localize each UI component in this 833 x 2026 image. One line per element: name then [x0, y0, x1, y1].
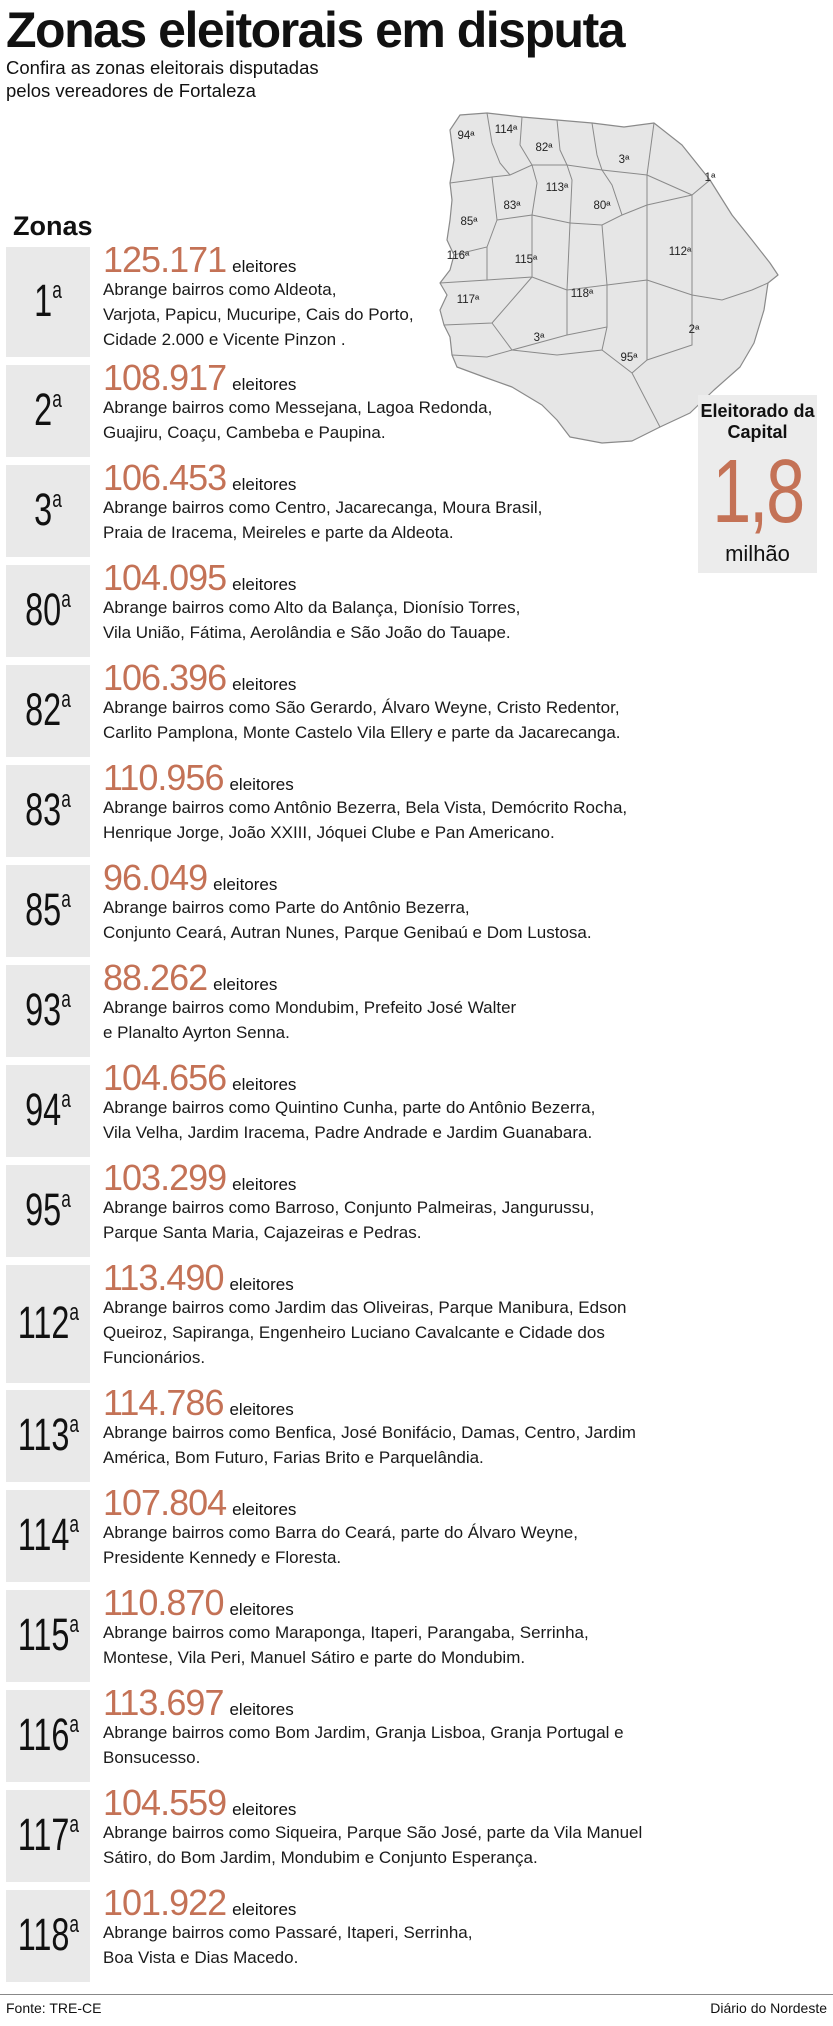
zone-description: Abrange bairros como Parte do Antônio Bezerra, Conjunto Ceará, Autran Nunes, Parque Genibaú e Dom Lustosa. — [103, 898, 592, 942]
map-label-3-north: 3ª — [618, 154, 630, 166]
zone-number-box — [6, 1490, 90, 1582]
zone-row — [0, 1382, 833, 1482]
zone-number-suffix: a — [52, 486, 62, 513]
zone-voter-count — [103, 859, 277, 897]
zone-voters-value: 103.299 — [103, 1157, 227, 1198]
zone-number: 80$^a$ — [25, 584, 71, 635]
zone-number: 113$^a$ — [17, 1409, 80, 1460]
zone-voters-value: 125.171 — [103, 239, 227, 280]
zone-number-box — [6, 765, 90, 857]
zone-number-box — [6, 1390, 90, 1482]
zone-number-suffix: a — [69, 1611, 80, 1638]
zone-number-suffix: a — [69, 1811, 80, 1838]
zone-voter-count — [103, 1884, 296, 1922]
zone-voters-unit: eleitores — [232, 257, 297, 276]
zone-voter-count — [103, 359, 296, 397]
zone-voter-count — [103, 1484, 296, 1522]
map-label-117: 117ª — [456, 294, 480, 306]
map-label-116: 116ª — [446, 250, 470, 262]
map-label-82: 82ª — [535, 142, 553, 154]
zone-voters-value: 113.490 — [103, 1257, 224, 1298]
zone-voters-value: 104.656 — [103, 1057, 227, 1098]
zone-number: 115$^a$ — [17, 1609, 80, 1660]
zone-description: Abrange bairros como Mondubim, Prefeito José Walter e Planalto Ayrton Senna. — [103, 998, 517, 1042]
zone-number: 95$^a$ — [25, 1184, 71, 1235]
zone-row — [0, 1782, 833, 1882]
zone-voters-unit: eleitores — [213, 975, 278, 994]
zone-voters-value: 101.922 — [103, 1882, 227, 1923]
zone-number-box — [6, 1890, 90, 1982]
map-label-94: 94ª — [457, 130, 475, 142]
zone-description: Abrange bairros como Barra do Ceará, parte do Álvaro Weyne, Presidente Kennedy e Floresta. — [103, 1523, 578, 1567]
zone-number-suffix: a — [69, 1511, 80, 1538]
zone-row — [0, 557, 833, 657]
zone-row — [0, 457, 833, 557]
zone-voters-unit: eleitores — [232, 1075, 297, 1094]
zone-row — [0, 1882, 833, 1982]
zone-number: 114$^a$ — [17, 1509, 80, 1560]
zone-voters-value: 88.262 — [103, 957, 208, 998]
zone-voters-value: 110.956 — [103, 757, 224, 798]
capital-electorate-unit: milhão — [725, 541, 790, 566]
zone-voters-value: 96.049 — [103, 857, 208, 898]
map-label-118: 118ª — [570, 288, 594, 300]
zones-heading: Zonas — [13, 211, 93, 241]
zone-number-suffix: a — [69, 1299, 80, 1326]
zone-description: Abrange bairros como Messejana, Lagoa Redonda, Guajiru, Coaçu, Cambeba e Paupina. — [103, 398, 493, 442]
zone-voters-value: 104.559 — [103, 1782, 227, 1823]
zone-number: 116$^a$ — [17, 1709, 80, 1760]
zone-voters-value: 114.786 — [103, 1382, 224, 1423]
map-label-115: 115ª — [514, 254, 538, 266]
zone-description: Abrange bairros como Maraponga, Itaperi, Parangaba, Serrinha, Montese, Vila Peri, Manuel Sátiro e parte do Mondubim. — [103, 1623, 589, 1667]
zone-voters-unit: eleitores — [232, 575, 297, 594]
zone-row — [0, 239, 833, 357]
zone-voter-count — [103, 459, 296, 497]
source-note: Fonte: TRE-CE — [6, 2000, 102, 2016]
capital-electorate-value: 1,8 — [712, 442, 803, 542]
zone-voter-count — [103, 241, 296, 279]
zone-number-suffix: a — [61, 1186, 71, 1213]
zone-number-box — [6, 1790, 90, 1882]
zone-row — [0, 657, 833, 757]
zone-description: Abrange bairros como São Gerardo, Álvaro Weyne, Cristo Redentor, Carlito Pamplona, Monte Castelo Vila Ellery e parte da Jacarecanga. — [103, 698, 621, 742]
zone-voter-count — [103, 959, 277, 997]
zone-number: 82$^a$ — [25, 684, 71, 735]
zone-number: 112$^a$ — [17, 1297, 80, 1348]
zone-description: Abrange bairros como Passaré, Itaperi, Serrinha, Boa Vista e Dias Macedo. — [103, 1923, 473, 1967]
zone-number: 94$^a$ — [25, 1084, 71, 1135]
pawn-icon-small-2 — [438, 126, 472, 182]
map-label-2: 2ª — [688, 324, 700, 336]
zone-voter-count — [103, 1684, 294, 1722]
zone-voters-unit: eleitores — [229, 1600, 294, 1619]
zone-number-box — [6, 865, 90, 957]
zone-voter-count — [103, 759, 294, 797]
zone-voters-unit: eleitores — [232, 1800, 297, 1819]
map-label-114: 114ª — [494, 124, 518, 136]
map-label-3-south: 3ª — [533, 332, 545, 344]
zone-description: Abrange bairros como Siqueira, Parque São José, parte da Vila Manuel Sátiro, do Bom Jardim, Mondubim e Conjunto Esperança. — [103, 1823, 643, 1867]
map-label-113: 113ª — [545, 182, 569, 194]
zone-number: 93$^a$ — [25, 984, 71, 1035]
zone-voters-unit: eleitores — [229, 1400, 294, 1419]
page-subtitle: Confira as zonas eleitorais disputadas pelos vereadores de Fortaleza — [6, 57, 319, 101]
zone-voters-unit: eleitores — [232, 675, 297, 694]
zone-voter-count — [103, 1584, 294, 1622]
zone-voters-unit: eleitores — [232, 375, 297, 394]
zone-row — [0, 1157, 833, 1257]
zone-number-suffix: a — [69, 1411, 80, 1438]
zone-number-suffix: a — [61, 786, 71, 813]
zone-voters-unit: eleitores — [232, 1175, 297, 1194]
zone-number-suffix: a — [52, 386, 62, 413]
zone-number-suffix: a — [69, 1711, 80, 1738]
zone-number: 117$^a$ — [17, 1809, 80, 1860]
zone-number: 3$^a$ — [34, 484, 62, 535]
zone-number-box — [6, 965, 90, 1057]
zone-description: Abrange bairros como Benfica, José Bonifácio, Damas, Centro, Jardim América, Bom Futuro, Farias Brito e Parquelândia. — [103, 1423, 636, 1467]
zone-row — [0, 1057, 833, 1157]
zone-row — [0, 1682, 833, 1782]
zone-number-suffix: a — [61, 886, 71, 913]
zone-number-suffix: a — [61, 986, 71, 1013]
zone-voter-count — [103, 1384, 294, 1422]
zone-number-box — [6, 247, 90, 357]
zone-voters-unit: eleitores — [229, 775, 294, 794]
zone-number-suffix: a — [61, 686, 71, 713]
zone-voter-count — [103, 1784, 296, 1822]
capital-electorate-label: Eleitorado da Capital — [700, 401, 815, 442]
zone-number-box — [6, 1065, 90, 1157]
zone-number: 2$^a$ — [34, 384, 62, 435]
zone-voters-value: 107.804 — [103, 1482, 227, 1523]
zone-number-suffix: a — [61, 1086, 71, 1113]
zone-voters-value: 106.453 — [103, 457, 227, 498]
zone-voters-value: 106.396 — [103, 657, 227, 698]
zone-description: Abrange bairros como Aldeota, Varjota, Papicu, Mucuripe, Cais do Porto, Cidade 2.000 e Vicente Pinzon . — [103, 280, 414, 349]
zone-row — [0, 1257, 833, 1383]
pawn-icon-small-3 — [410, 168, 438, 216]
zone-voters-unit: eleitores — [232, 475, 297, 494]
zone-row — [0, 957, 833, 1057]
zone-voter-count — [103, 1159, 296, 1197]
map-label-80: 80ª — [593, 200, 611, 212]
footer-divider — [0, 1994, 833, 1995]
zone-voters-unit: eleitores — [229, 1700, 294, 1719]
zone-description: Abrange bairros como Alto da Balança, Dionísio Torres, Vila União, Fátima, Aerolândia e São João do Tauape. — [103, 598, 521, 642]
zone-description: Abrange bairros como Jardim das Oliveiras, Parque Manibura, Edson Queiroz, Sapiranga, Engenheiro Luciano Cavalcante e Cidade dos Funcionários. — [103, 1298, 627, 1367]
zone-voters-value: 113.697 — [103, 1682, 224, 1723]
zone-number: 83$^a$ — [25, 784, 71, 835]
map-label-112: 112ª — [668, 246, 692, 258]
zone-number-box — [6, 465, 90, 557]
publisher-credit: Diário do Nordeste — [710, 2000, 827, 2016]
zone-number-suffix: a — [61, 586, 71, 613]
zone-description: Abrange bairros como Antônio Bezerra, Bela Vista, Demócrito Rocha, Henrique Jorge, João XXIII, Jóquei Clube e Pan Americano. — [103, 798, 628, 842]
zone-number-box — [6, 1690, 90, 1782]
zone-voter-count — [103, 559, 296, 597]
zone-number-box — [6, 1590, 90, 1682]
zone-number-suffix: a — [69, 1911, 80, 1938]
zone-voter-count — [103, 1059, 296, 1097]
zone-number-box — [6, 1165, 90, 1257]
zone-voter-count — [103, 659, 296, 697]
zone-number: 118$^a$ — [17, 1909, 80, 1960]
zone-number-box — [6, 365, 90, 457]
zone-row — [0, 1482, 833, 1582]
page-title: Zonas eleitorais em disputa — [6, 2, 625, 58]
zone-voters-unit: eleitores — [229, 1275, 294, 1294]
map-label-1: 1ª — [704, 172, 716, 184]
zone-row — [0, 857, 833, 957]
zone-number-suffix: a — [52, 277, 62, 304]
zone-description: Abrange bairros como Quintino Cunha, parte do Antônio Bezerra, Vila Velha, Jardim Iracema, Padre Andrade e Jardim Guanabara. — [103, 1098, 596, 1142]
zone-row — [0, 757, 833, 857]
zone-voters-unit: eleitores — [232, 1500, 297, 1519]
zone-description: Abrange bairros como Centro, Jacarecanga, Moura Brasil, Praia de Iracema, Meireles e parte da Aldeota. — [103, 498, 543, 542]
zone-description: Abrange bairros como Bom Jardim, Granja Lisboa, Granja Portugal e Bonsucesso. — [103, 1723, 624, 1767]
map-label-85: 85ª — [460, 216, 478, 228]
zone-number: 85$^a$ — [25, 884, 71, 935]
zone-voter-count — [103, 1259, 294, 1297]
zone-voters-value: 104.095 — [103, 557, 227, 598]
zone-voters-unit: eleitores — [213, 875, 278, 894]
zone-number-box — [6, 1265, 90, 1383]
map-label-83: 83ª — [503, 200, 521, 212]
zone-voters-value: 108.917 — [103, 357, 227, 398]
zone-voters-value: 110.870 — [103, 1582, 224, 1623]
zone-row — [0, 1582, 833, 1682]
map-label-95: 95ª — [620, 352, 638, 364]
zone-number-box — [6, 565, 90, 657]
zone-number-box — [6, 665, 90, 757]
zone-number: 1$^a$ — [34, 275, 62, 326]
zone-description: Abrange bairros como Barroso, Conjunto Palmeiras, Jangurussu, Parque Santa Maria, Cajazeiras e Pedras. — [103, 1198, 595, 1242]
zone-voters-unit: eleitores — [232, 1900, 297, 1919]
